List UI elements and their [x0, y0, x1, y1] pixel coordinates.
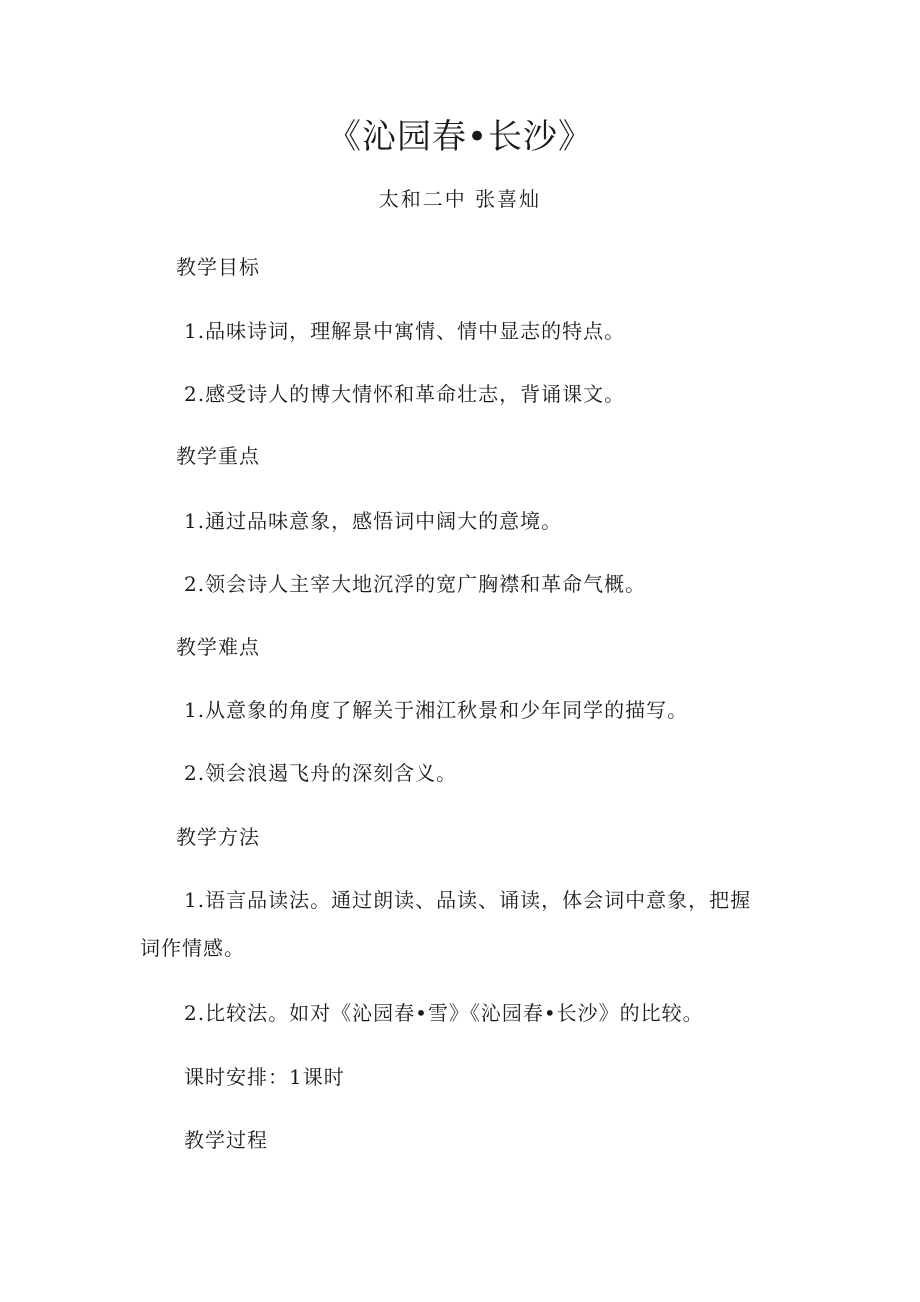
schedule-line: 课时安排：1课时 — [184, 1065, 345, 1089]
method-item-2: 2.比较法。如对《沁园春•雪》《沁园春•长沙》的比较。 — [184, 1001, 704, 1025]
method-item-1-continued: 词作情感。 — [140, 936, 245, 960]
difficulty-item-1: 1.从意象的角度了解关于湘江秋景和少年同学的描写。 — [184, 698, 689, 722]
method-item-1: 1.语言品读法。通过朗读、品读、诵读，体会词中意象，把握 — [184, 888, 752, 912]
section-heading-process: 教学过程 — [184, 1128, 268, 1152]
objective-item-1: 1.品味诗词，理解景中寓情、情中显志的特点。 — [184, 319, 626, 343]
section-heading-key-points: 教学重点 — [176, 444, 260, 468]
document-title: 《沁园春•长沙》 — [326, 117, 594, 157]
section-heading-methods: 教学方法 — [176, 825, 260, 849]
key-point-item-1: 1.通过品味意象，感悟词中阔大的意境。 — [184, 509, 563, 533]
section-heading-difficulties: 教学难点 — [176, 635, 260, 659]
key-point-item-2: 2.领会诗人主宰大地沉浮的宽广胸襟和革命气概。 — [184, 572, 647, 596]
difficulty-item-2: 2.领会浪遏飞舟的深刻含义。 — [184, 761, 458, 785]
objective-item-2: 2.感受诗人的博大情怀和革命壮志，背诵课文。 — [184, 382, 626, 406]
document-author: 太和二中 张喜灿 — [378, 187, 542, 211]
section-heading-objectives: 教学目标 — [176, 255, 260, 279]
